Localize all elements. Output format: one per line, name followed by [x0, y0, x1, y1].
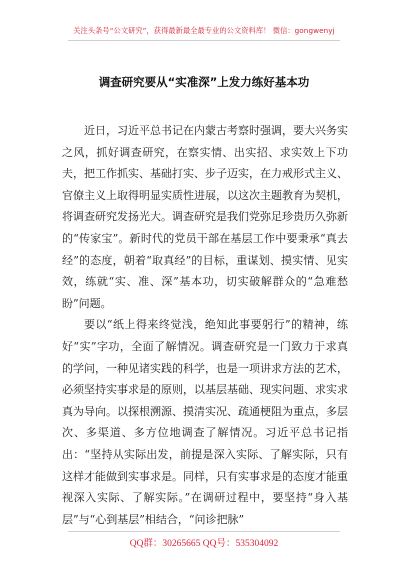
- document-body: [62, 120, 348, 530]
- header-notice: 关注头条号“公文研究”，获得最新最全最专业的公文资料库！ 微信：gongwenyj: [73, 26, 335, 35]
- footer-divider: [68, 531, 340, 532]
- document-title: 调查研究要从“实准深”上发力练好基本功: [98, 75, 310, 89]
- paragraph-1: 近日，习近平总书记在内蒙古考察时强调，要大兴务实之风，抓好调查研究，在察实情、出实招、求实效上下功夫，把工作抓实、基础打实、步子迈实，在力戒形式主义、官僚主义上取得明显实质性进展，以这次主题教育为契机，将调查研究发扬光大。调查研究是我们党弥足珍贵历久弥新的“传家宝”。新时代的党员干部在基层工作中要秉承“真去经”的态度，朝着“取真经”的目标，重谋划、摸实情、见实效，练就“实、准、深”基本功，切实破解群众的“急难愁盼”问题。: [62, 124, 348, 310]
- paragraph-2: 要以“纸上得来终觉浅，绝知此事要躬行”的精神，练好“实”字功，全面了解情况。调查研究是一门致力于求真的学问，一种见诸实践的科学，也是一项讲求方法的艺术，必须坚持实事求是的原则，以基层基础、现实问题、求实求真为导向。以探根溯源、摸清实况、疏通梗阻为重点，多层次、多渠道、多方位地调查了解情况。习近平总书记指出：“坚持从实际出发，前提是深入实际、了解实际，只有这样才能做到实事求是。同样，只有实事求是的态度才能重视深入实际、了解实际。”在调研过程中，要坚持“身入基层”与“心到基层”相结合，“问诊把脉”: [62, 318, 348, 526]
- header-divider: [68, 40, 340, 41]
- footer-contact: QQ群：30265665 QQ号：535304092: [129, 539, 279, 549]
